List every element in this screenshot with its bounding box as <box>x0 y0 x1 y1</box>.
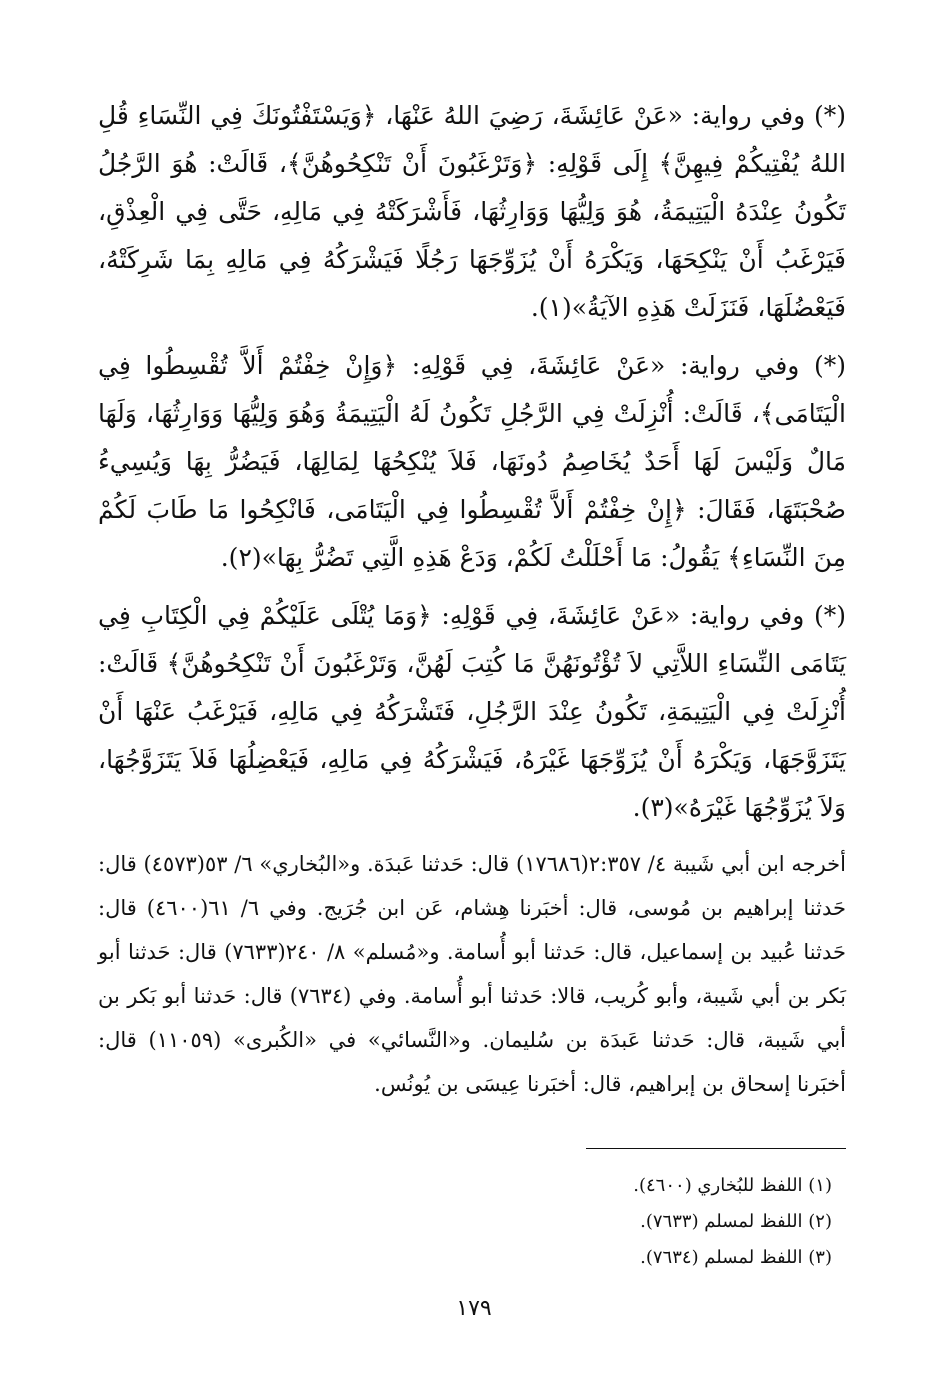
narration-2: (*) وفي رواية: «عَنْ عَائِشَةَ، فِي قَوْلِهِ: ﴿وَإِنْ خِفْتُمْ أَلاَّ تُقْسِطُوا فِي الْيَتَامَى﴾، قَالَتْ: أُنْزِلَتْ فِي الرَّجُلِ تَكُونُ لَهُ الْيَتِيمَةُ وَهُوَ وَلِيُّهَا وَوَارِثُهَا، وَلَهَا مَالٌ وَلَيْسَ لَهَا أَحَدٌ يُخَاصِمُ دُونَهَا، فَلاَ يُنْكِحُهَا لِمَالِهَا، فَيَضُرُّ بِهَا وَيُسِيءُ صُحْبَتَهَا، فَقَالَ: ﴿إِنْ خِفْتُمْ أَلاَّ تُقْسِطُوا فِي الْيَتَامَى، فَانْكِحُوا مَا طَابَ لَكُمْ مِنَ النِّسَاءِ﴾ يَقُولُ: مَا أَحْلَلْتُ لَكُمْ، وَدَعْ هَذِهِ الَّتِي تَضُرُّ بِهَا»(٢). <box>98 351 846 572</box>
footnote-separator <box>586 1148 846 1149</box>
footnote-2: (٢) اللفظ لمسلم (٧٦٣٣). <box>640 1211 832 1232</box>
page-number: ١٧٩ <box>456 1296 492 1321</box>
footnote-1: (١) اللفظ للبُخاري (٤٦٠٠). <box>633 1175 832 1196</box>
footnotes <box>98 1168 832 1276</box>
main-text <box>98 92 846 1106</box>
takhrij-paragraph: أخرجه ابن أبي شَيبة ٤/ ٢:٣٥٧(١٧٦٨٦) قال: حَدثنا عَبدَة. و«البُخاري» ٦/ ٥٣(٤٥٧٣) قال: حَدثنا إبراهيم بن مُوسى، قال: أخبَرنا هِشام، عَن ابن جُرَيج. وفي ٦/ ٦١(٤٦٠٠) قال: حَدثنا عُبيد بن إسماعيل، قال: حَدثنا أبو أُسامة. و«مُسلم» ٨/ ٢٤٠(٧٦٣٣) قال: حَدثنا أبو بَكر بن أبي شَيبة، وأبو كُريب، قالا: حَدثنا أبو أُسامة. وفي (٧٦٣٤) قال: حَدثنا أبو بَكر بن أبي شَيبة، قال: حَدثنا عَبدَة بن سُليمان. و«النَّسائي» في «الكُبرى» (١١٠٥٩) قال: أخبَرنا إسحاق بن إبراهيم، قال: أخبَرنا عِيسَى بن يُونُس. <box>98 852 846 1096</box>
narration-3: (*) وفي رواية: «عَنْ عَائِشَةَ، فِي قَوْلِهِ: ﴿وَمَا يُتْلَى عَلَيْكُمْ فِي الْكِتَابِ فِي يَتَامَى النِّسَاءِ اللاَّتِي لاَ تُؤْتُونَهُنَّ مَا كُتِبَ لَهُنَّ، وَتَرْغَبُونَ أَنْ تَنْكِحُوهُنَّ﴾ قَالَتْ: أُنْزِلَتْ فِي الْيَتِيمَةِ، تَكُونُ عِنْدَ الرَّجُلِ، فَتَشْرَكُهُ فِي مَالِهِ، فَيَرْغَبُ عَنْهَا أَنْ يَتَزَوَّجَهَا، وَيَكْرَهُ أَنْ يُزَوِّجَهَا غَيْرَهُ، فَيَشْرَكُهُ فِي مَالِهِ، فَيَعْضِلُهَا فَلاَ يَتَزَوَّجُهَا، وَلاَ يُزَوِّجُهَا غَيْرَهُ»(٣). <box>98 601 846 822</box>
narration-1: (*) وفي رواية: «عَنْ عَائِشَةَ، رَضِيَ اللهُ عَنْهَا، ﴿وَيَسْتَفْتُونَكَ فِي النِّسَاءِ قُلِ اللهُ يُفْتِيكُمْ فِيهِنَّ﴾ إِلَى قَوْلِهِ: ﴿وَتَرْغَبُونَ أَنْ تَنْكِحُوهُنَّ﴾، قَالَتْ: هُوَ الرَّجُلُ تَكُونُ عِنْدَهُ الْيَتِيمَةُ، هُوَ وَلِيُّهَا وَوَارِثُهَا، فَأَشْرَكَتْهُ فِي مَالِهِ، حَتَّى فِي الْعِذْقِ، فَيَرْغَبُ أَنْ يَنْكِحَهَا، وَيَكْرَهُ أَنْ يُزَوِّجَهَا رَجُلًا فَيَشْرَكُهُ فِي مَالِهِ بِمَا شَرِكَتْهُ، فَيَعْضُلَهَا، فَنَزَلَتْ هَذِهِ الآيَةُ»(١). <box>98 101 846 322</box>
footnote-3: (٣) اللفظ لمسلم (٧٦٣٤). <box>640 1247 832 1268</box>
